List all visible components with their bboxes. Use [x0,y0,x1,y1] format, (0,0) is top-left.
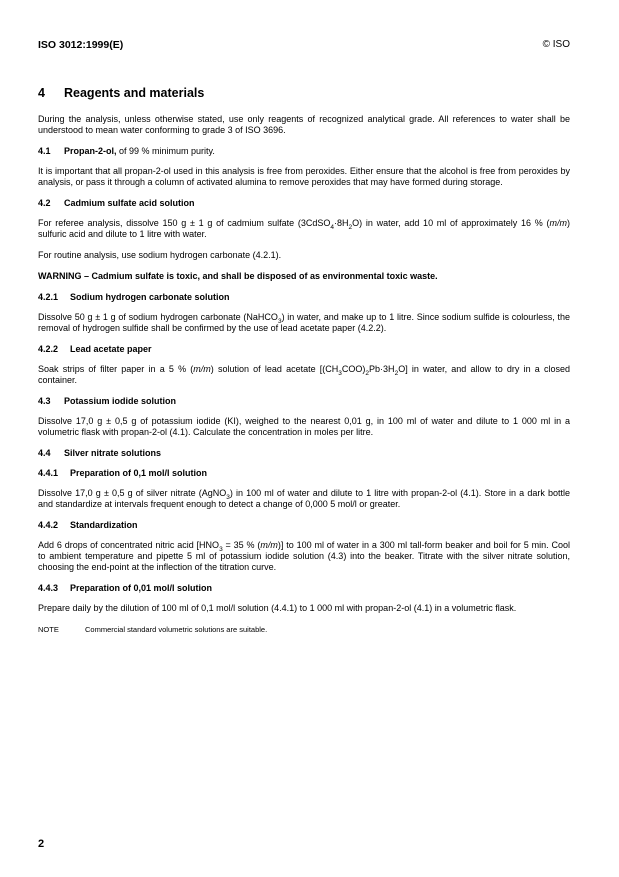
heading-4-3 [38,396,570,406]
heading-4-2-2 [38,344,570,354]
document-id: ISO 3012:1999(E) [38,39,124,51]
heading-number: 4.1 [38,146,51,156]
paragraph-4-2-1: Dissolve 50 g ± 1 g of sodium hydrogen carbonate (NaHCO$_3$) in water, and make up to 1 litre. Since sodium sulfide is colourless, the removal of hydrogen sulfide shall be confirmed by the use of lead acetate paper (4.2.2). [38,312,571,333]
heading-title: Silver nitrate solutions [64,448,162,458]
heading-number: 4.2 [38,198,51,208]
heading-4-4 [38,448,570,458]
paragraph-4-4-3: Prepare daily by the dilution of 100 ml of 0,1 mol/l solution (4.4.1) to 1 000 ml with propan-2-ol (4.1) in a volumetric flask. [38,603,517,613]
page-content [38,86,570,635]
paragraph-4-1: It is important that all propan-2-ol used in this analysis is free from peroxides. Either ensure that the alcohol is free from peroxides by analysis, or pass it through a column of activated alumina to remove peroxides that may have formed during storage. [38,166,570,187]
paragraph-4-3: Dissolve 17,0 g ± 0,5 g of potassium iodide (KI), weighed to the nearest 0,01 g, in 100 ml of water and dilute to 1 000 ml in a volumetric flask with propan-2-ol (4.1). Calculate the concentration in moles per litre. [38,416,570,437]
heading-rest: of 99 % minimum purity. [116,146,215,156]
paragraph-4-4-2: Add 6 drops of concentrated nitric acid [$HNO_3 = 35$ % (m/m)] to 100 ml of water in a 300 ml tall-form beaker and boil for 5 min. Cool to ambient temperature and pipette 5 ml of potassium iodide solution (4.3) into the beaker. Titrate with the silver nitrate solution, choosing the end-point at the inflection of the titration curve. [38,540,570,572]
heading-title: Potassium iodide solution [64,396,177,406]
copyright-mark: © ISO [542,39,570,50]
heading-number: 4.2.2 [38,344,59,354]
section-number: 4 [38,86,45,100]
heading-number: 4.4.2 [38,520,59,530]
heading-4-1 [38,146,570,156]
note-label: NOTE [38,625,59,634]
heading-4-4-3 [38,583,570,593]
heading-number: 4.4 [38,448,51,458]
paragraph-4-4-1: Dissolve 17,0 g ± 0,5 g of silver nitrate (AgNO$_3$) in 100 ml of water and dilute to 1 litre with propan-2-ol (4.1). Store in a dark bottle and standardize at intervals frequent enough to detect a change of 0,000 5 mol/l or greater. [38,488,570,509]
section-intro: During the analysis, unless otherwise stated, use only reagents of recognized analytical grade. All references to water shall be understood to mean water conforming to grade 3 of ISO 3696. [38,114,570,135]
heading-title: Sodium hydrogen carbonate solution [70,292,230,302]
paragraph-4-2-2: Soak strips of filter paper in a 5 % (m/m) solution of lead acetate $[(CH_3COO)_2Pb\cdot 3H_2O]$ in water, and allow to dry in a closed container. [38,364,570,385]
paragraph-4-2-routine: For routine analysis, use sodium hydrogen carbonate (4.2.1). [38,250,282,260]
heading-4-2-1 [38,292,570,302]
heading-title: Cadmium sulfate acid solution [64,198,195,208]
note [38,624,570,635]
heading-number: 4.4.3 [38,583,59,593]
heading-4-2 [38,198,570,208]
heading-title: Standardization [70,520,138,530]
section-title: Reagents and materials [64,86,205,100]
heading-4-4-2 [38,520,570,530]
heading-number: 4.4.1 [38,468,59,478]
heading-title: Propan-2-ol, [64,146,117,156]
warning-text: WARNING – Cadmium sulfate is toxic, and shall be disposed of as environmental toxic waste. [38,271,438,281]
heading-title: Preparation of 0,01 mol/l solution [70,583,213,593]
paragraph-4-2-referee: For referee analysis, dissolve 150 g ± 1 g of cadmium sulfate $(3CdSO_4\cdot 8H_2O)$ in water, add 10 ml of approximately 16 % (m/m) sulfuric acid and dilute to 1 litre with water. [38,218,570,239]
heading-number: 4.3 [38,396,51,406]
note-text: Commercial standard volumetric solutions are suitable. [85,625,268,634]
heading-number: 4.2.1 [38,292,59,302]
heading-title: Preparation of 0,1 mol/l solution [70,468,208,478]
heading-4-4-1 [38,468,570,478]
page-number: 2 [38,838,45,850]
section-heading [38,86,570,100]
heading-title: Lead acetate paper [70,344,152,354]
